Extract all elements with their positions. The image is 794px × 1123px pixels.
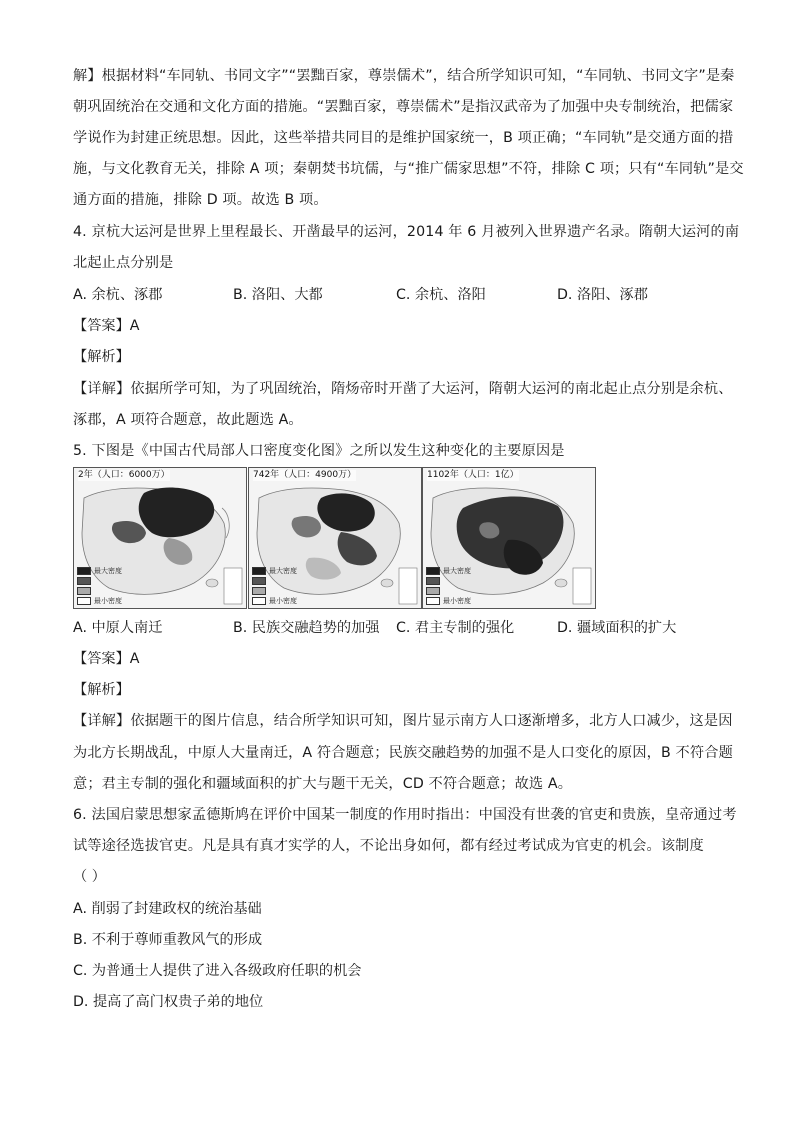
q5-detail-line-3: 意；君主专制的强化和疆域面积的扩大与题干无关，CD 不符合题意；故选 A。 xyxy=(73,776,573,792)
q6-option-b: B. 不利于尊师重教风气的形成 xyxy=(73,932,263,948)
q4-option-b: B. 洛阳、大都 xyxy=(233,287,323,303)
legend-min-label: 最小密度 xyxy=(94,596,122,605)
q5-answer: 【答案】A xyxy=(73,651,140,667)
legend-min-label: 最小密度 xyxy=(269,596,297,605)
map-legend xyxy=(77,565,139,605)
q4-option-c: C. 余杭、洛阳 xyxy=(396,287,486,303)
q4-analysis-label: 【解析】 xyxy=(73,349,130,365)
q3-explanation-line-2: 朝巩固统治在交通和文化方面的措施。“罢黜百家，尊崇儒术”是指汉武帝为了加强中央专制统治，把儒家 xyxy=(73,99,734,115)
q5-detail-line-2: 为北方长期战乱，中原人大量南迁，A 符合题意；民族交融趋势的加强不是人口变化的原因，B 不符合题 xyxy=(73,745,733,761)
q3-explanation-line-5: 通方面的措施，排除 D 项。故选 B 项。 xyxy=(73,192,328,208)
legend-min-label: 最小密度 xyxy=(443,596,471,605)
q4-stem-line-2: 北起止点分别是 xyxy=(73,255,174,271)
q4-option-d: D. 洛阳、涿郡 xyxy=(557,287,648,303)
q4-option-a: A. 余杭、涿郡 xyxy=(73,287,163,303)
q5-detail-line-1: 【详解】依据题干的图片信息，结合所学知识可知，图片显示南方人口逐渐增多，北方人口减少，这是因 xyxy=(73,713,733,729)
q5-analysis-label: 【解析】 xyxy=(73,682,130,698)
q6-stem-line-2: 试等途径选拔官吏。凡是具有真才实学的人，不论出身如何，都有经过考试成为官吏的机会。该制度 xyxy=(73,838,704,854)
q5-stem: 5. 下图是《中国古代局部人口密度变化图》之所以发生这种变化的主要原因是 xyxy=(73,443,565,459)
q5-option-b: B. 民族交融趋势的加强 xyxy=(233,620,380,636)
map-caption: 1102年（人口：1亿） xyxy=(427,470,519,480)
q6-option-c: C. 为普通士人提供了进入各级政府任职的机会 xyxy=(73,963,362,979)
map-caption: 742年（人口：4900万） xyxy=(253,470,357,480)
map-legend xyxy=(252,565,314,605)
q6-option-d: D. 提高了高门权贵子弟的地位 xyxy=(73,994,264,1010)
legend-max-label: 最大密度 xyxy=(443,566,471,575)
q5-option-a: A. 中原人南迁 xyxy=(73,620,163,636)
map-panel-year-742 xyxy=(248,467,422,609)
map-legend xyxy=(426,565,488,605)
map-caption: 2年（人口：6000万） xyxy=(78,470,170,480)
q4-detail-line-2: 涿郡，A 项符合题意，故此题选 A。 xyxy=(73,412,303,428)
q6-stem-line-1: 6. 法国启蒙思想家孟德斯鸠在评价中国某一制度的作用时指出：中国没有世袭的官吏和贵族，皇帝通过考 xyxy=(73,807,737,823)
legend-max-label: 最大密度 xyxy=(94,566,122,575)
q5-option-d: D. 疆域面积的扩大 xyxy=(557,620,677,636)
legend-max-label: 最大密度 xyxy=(269,566,297,575)
q4-stem-line-1: 4. 京杭大运河是世界上里程最长、开凿最早的运河，2014 年 6 月被列入世界遗产名录。隋朝大运河的南 xyxy=(73,224,740,240)
population-density-maps xyxy=(73,467,595,608)
q6-option-a: A. 削弱了封建政权的统治基础 xyxy=(73,901,262,917)
map-panel-year-1102 xyxy=(422,467,596,609)
q3-explanation-line-3: 学说作为封建正统思想。因此，这些举措共同目的是维护国家统一，B 项正确；“车同轨”是交通方面的措 xyxy=(73,130,734,146)
q4-detail-line-1: 【详解】依据所学可知，为了巩固统治，隋炀帝时开凿了大运河，隋朝大运河的南北起止点分别是余杭、 xyxy=(73,381,733,397)
q5-option-c: C. 君主专制的强化 xyxy=(396,620,515,636)
q3-explanation-line-1: 解】根据材料“车同轨、书同文字”“罢黜百家，尊崇儒术”，结合所学知识可知，“车同轨、书同文字”是秦 xyxy=(73,68,735,84)
q3-explanation-line-4: 施，与文化教育无关，排除 A 项；秦朝焚书坑儒，与“推广儒家思想”不符，排除 C 项；只有“车同轨”是交 xyxy=(73,161,744,177)
q6-answer-bracket: （ ） xyxy=(73,869,106,885)
map-panel-year-2 xyxy=(73,467,247,609)
q4-answer: 【答案】A xyxy=(73,318,140,334)
